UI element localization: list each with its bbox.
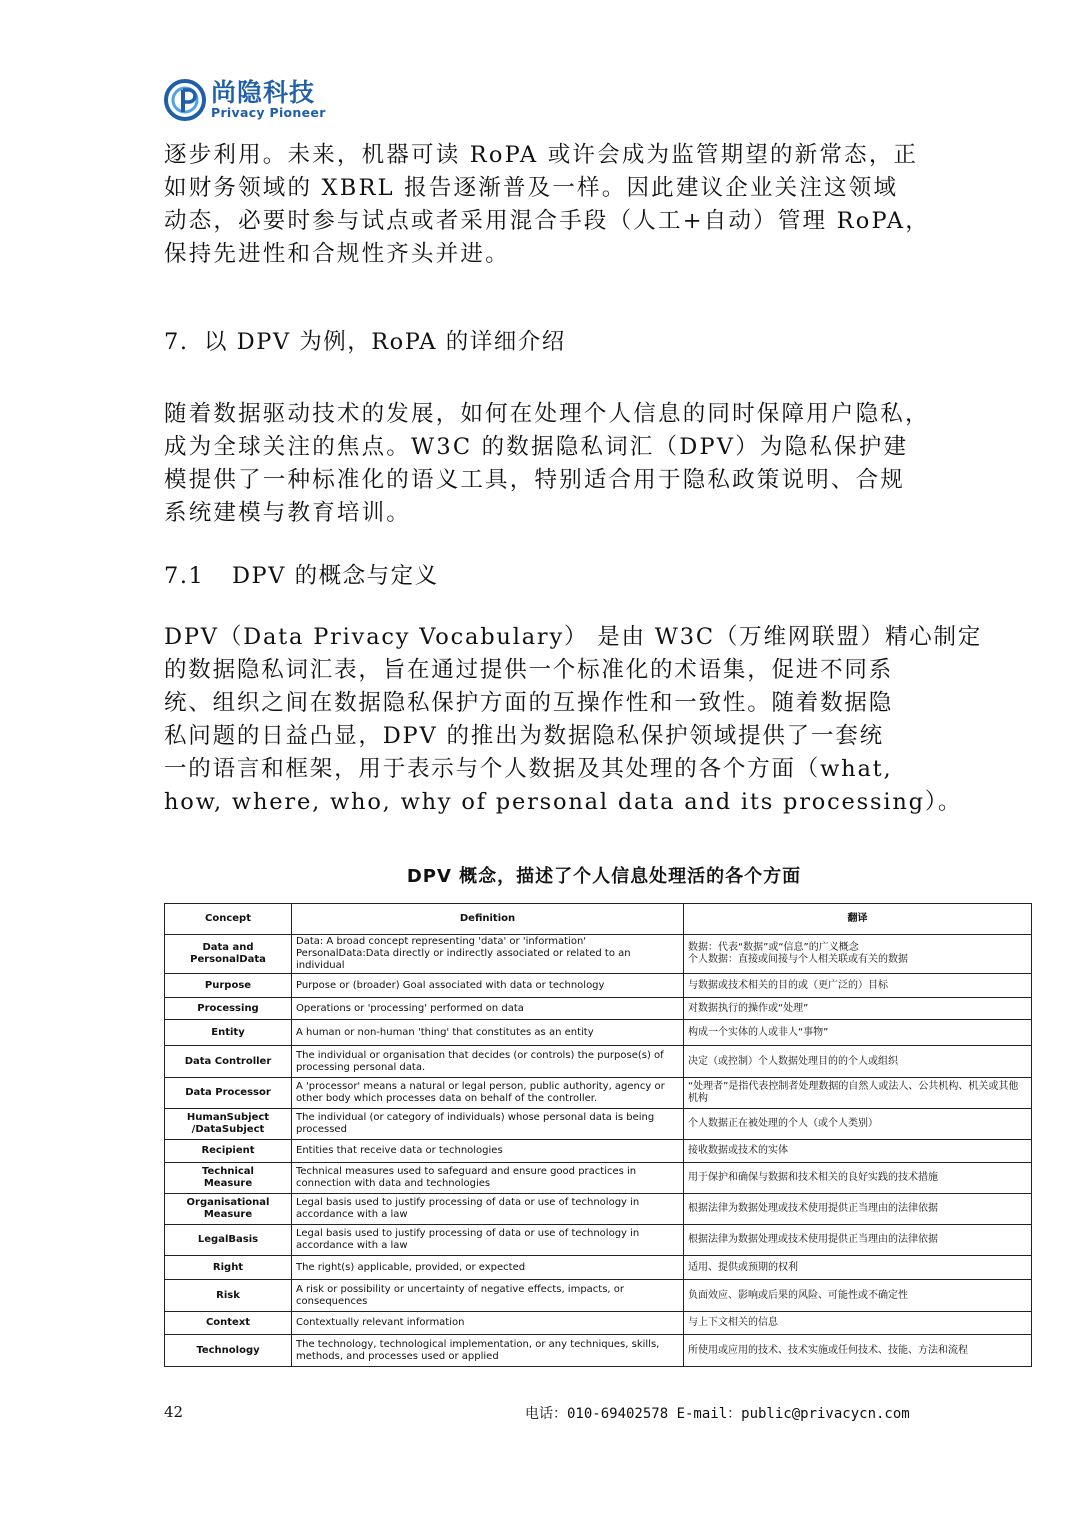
concept-cell: Right (165, 1256, 292, 1280)
text-line: 逐步利用。未来，机器可读 RoPA 或许会成为监管期望的新常态，正 (164, 142, 919, 168)
translation-cell: 所使用或应用的技术、技术实施或任何技术、技能、方法和流程 (684, 1335, 1032, 1367)
text-line: 动态，必要时参与试点或者采用混合手段（人工+自动）管理 RoPA， (164, 208, 930, 234)
logo-chinese-name: 尚隐科技 (211, 78, 316, 108)
concept-cell: Data and PersonalData (165, 935, 292, 974)
section-number: 7.1 (164, 563, 205, 589)
table-row (165, 1020, 1032, 1046)
section-number: 7. (164, 329, 189, 355)
translation-cell: 用于保护和确保与数据和技术相关的良好实践的技术措施 (684, 1163, 1032, 1194)
company-logo (163, 76, 326, 124)
translation-cell: 根据法律为数据处理或技术使用提供正当理由的法律依据 (684, 1194, 1032, 1225)
table-row (165, 1225, 1032, 1256)
column-header-translation: 翻译 (684, 904, 1032, 935)
definition-cell: A human or non-human 'thing' that constitutes as an entity (292, 1020, 684, 1046)
table-body (165, 935, 1032, 1367)
translation-cell: “处理者”是指代表控制者处理数据的自然人或法人、公共机构、机关或其他机构 (684, 1078, 1032, 1109)
concept-cell: Recipient (165, 1140, 292, 1163)
concept-cell: HumanSubject /DataSubject (165, 1109, 292, 1140)
concept-cell: Risk (165, 1280, 292, 1312)
dpv-definition-paragraph (164, 621, 983, 819)
table-row (165, 998, 1032, 1020)
text-line: 成为全球关注的焦点。W3C 的数据隐私词汇（DPV）为隐私保护建 (164, 434, 909, 460)
text-line: 一的语言和框架，用于表示与个人数据及其处理的各个方面（what, (164, 756, 893, 782)
table-row (165, 1280, 1032, 1312)
concept-cell: Data Controller (165, 1046, 292, 1078)
translation-cell: 接收数据或技术的实体 (684, 1140, 1032, 1163)
concept-cell: Entity (165, 1020, 292, 1046)
definition-cell: Purpose or (broader) Goal associated with data or technology (292, 974, 684, 998)
table-row (165, 974, 1032, 998)
definition-cell: Technical measures used to safeguard and ensure good practices in connection with data and technologies (292, 1163, 684, 1194)
definition-cell: A 'processor' means a natural or legal person, public authority, agency or other body which processes data on behalf of the controller. (292, 1078, 684, 1109)
concept-cell: Technology (165, 1335, 292, 1367)
page-number: 42 (164, 1403, 184, 1421)
table-row (165, 1256, 1032, 1280)
translation-cell: 对数据执行的操作或“处理” (684, 998, 1032, 1020)
definition-cell: Entities that receive data or technologies (292, 1140, 684, 1163)
table-row (165, 1335, 1032, 1367)
translation-cell: 构成一个实体的人或非人“事物” (684, 1020, 1032, 1046)
definition-cell: The technology, technological implementation, or any techniques, skills, methods, and processes used or applied (292, 1335, 684, 1367)
table-row (165, 1312, 1032, 1335)
text-line: 如财务领域的 XBRL 报告逐渐普及一样。因此建议企业关注这领域 (164, 175, 899, 201)
concept-cell: LegalBasis (165, 1225, 292, 1256)
concept-cell: Processing (165, 998, 292, 1020)
intro-paragraph (164, 139, 930, 271)
text-line: how, where, who, why of personal data and its processing）。 (164, 789, 963, 815)
section-heading-7-1 (164, 560, 439, 593)
text-line: 模提供了一种标准化的语义工具，特别适合用于隐私政策说明、合规 (164, 467, 906, 493)
concept-cell: Technical Measure (165, 1163, 292, 1194)
concept-cell: Purpose (165, 974, 292, 998)
table-row (165, 1078, 1032, 1109)
table-row (165, 1046, 1032, 1078)
logo-english-name: Privacy Pioneer (211, 105, 326, 121)
text-line: 统、组织之间在数据隐私保护方面的互操作性和一致性。随着数据隐 (164, 690, 894, 716)
table-row (165, 1140, 1032, 1163)
definition-cell: Legal basis used to justify processing of data or use of technology in accordance with a law (292, 1194, 684, 1225)
table-row (165, 1109, 1032, 1140)
definition-cell: The individual (or category of individuals) whose personal data is being processed (292, 1109, 684, 1140)
definition-cell: Operations or 'processing' performed on data (292, 998, 684, 1020)
definition-cell: A risk or possibility or uncertainty of negative effects, impacts, or consequences (292, 1280, 684, 1312)
concept-cell: Data Processor (165, 1078, 292, 1109)
concept-cell: Context (165, 1312, 292, 1335)
table-caption: DPV 概念，描述了个人信息处理活的各个方面 (406, 866, 802, 887)
dpv-concepts-table (164, 903, 1032, 1367)
definition-cell: The individual or organisation that decides (or controls) the purpose(s) of processing personal data. (292, 1046, 684, 1078)
table-row (165, 935, 1032, 974)
section-heading-7 (164, 326, 566, 359)
dpv-intro-paragraph (164, 398, 930, 530)
text-line: 系统建模与教育培训。 (164, 500, 412, 526)
translation-cell: 根据法律为数据处理或技术使用提供正当理由的法律依据 (684, 1225, 1032, 1256)
definition-cell: The right(s) applicable, provided, or expected (292, 1256, 684, 1280)
column-header-concept: Concept (165, 904, 292, 935)
text-line: 保持先进性和合规性齐头并进。 (164, 241, 510, 267)
text-line: 随着数据驱动技术的发展，如何在处理个人信息的同时保障用户隐私， (164, 401, 930, 427)
definition-cell: Legal basis used to justify processing of data or use of technology in accordance with a law (292, 1225, 684, 1256)
translation-cell: 个人数据正在被处理的个人（或个人类别） (684, 1109, 1032, 1140)
column-header-definition: Definition (292, 904, 684, 935)
text-line: 的数据隐私词汇表，旨在通过提供一个标准化的术语集，促进不同系 (164, 657, 894, 683)
text-line: DPV（Data Privacy Vocabulary） 是由 W3C（万维网联盟）精心制定 (164, 624, 983, 650)
definition-cell: Data: A broad concept representing 'data' or 'information' PersonalData:Data directly or indirectly associated or related to an individual (292, 935, 684, 974)
translation-cell: 适用、提供或预期的权利 (684, 1256, 1032, 1280)
table-row (165, 1194, 1032, 1225)
translation-cell: 数据：代表“数据”或“信息”的广义概念 个人数据：直接或间接与个人相关联或有关的数据 (684, 935, 1032, 974)
translation-cell: 与上下文相关的信息 (684, 1312, 1032, 1335)
table-header-row (165, 904, 1032, 935)
text-line: 私问题的日益凸显，DPV 的推出为数据隐私保护领域提供了一套统 (164, 723, 884, 749)
translation-cell: 负面效应、影响或后果的风险、可能性或不确定性 (684, 1280, 1032, 1312)
footer-contact: 电话：010-69402578 E-mail：public@privacycn.com (525, 1406, 910, 1422)
translation-cell: 与数据或技术相关的目的或（更广泛的）目标 (684, 974, 1032, 998)
section-title: DPV 的概念与定义 (232, 563, 439, 589)
translation-cell: 决定（或控制）个人数据处理目的的个人或组织 (684, 1046, 1032, 1078)
concept-cell: Organisational Measure (165, 1194, 292, 1225)
definition-cell: Contextually relevant information (292, 1312, 684, 1335)
privacy-pioneer-logo-icon (163, 78, 207, 122)
section-title: 以 DPV 为例，RoPA 的详细介绍 (204, 329, 566, 355)
table-row (165, 1163, 1032, 1194)
